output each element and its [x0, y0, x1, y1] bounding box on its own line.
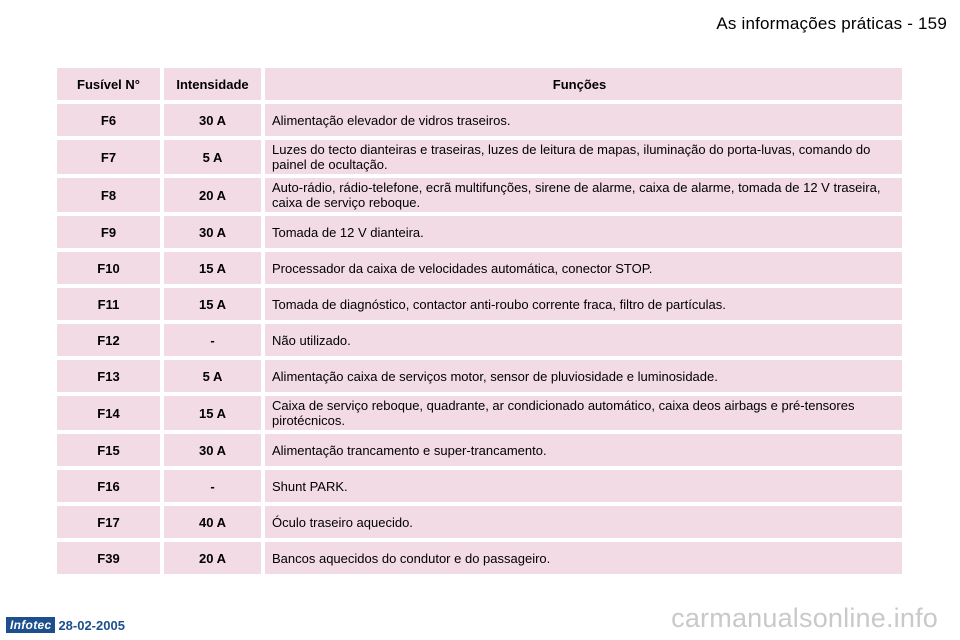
- fuse-function: Alimentação trancamento e super-trancamento.: [265, 434, 902, 466]
- table-row: [57, 104, 902, 136]
- fuse-function: Não utilizado.: [265, 324, 902, 356]
- fuse-intensity: 30 A: [164, 104, 261, 136]
- fuse-number: F6: [57, 104, 160, 136]
- fuse-number: F39: [57, 542, 160, 574]
- table-row: [57, 434, 902, 466]
- infotec-logo: Infotec: [6, 617, 55, 633]
- fuse-function: Shunt PARK.: [265, 470, 902, 502]
- fuse-function: Alimentação caixa de serviços motor, sensor de pluviosidade e luminosidade.: [265, 360, 902, 392]
- watermark: carmanualsonline.info: [671, 603, 938, 633]
- fuse-intensity: 15 A: [164, 252, 261, 284]
- table-row: [57, 252, 902, 284]
- fuse-function: Processador da caixa de velocidades automática, conector STOP.: [265, 252, 902, 284]
- table-row: [57, 288, 902, 320]
- fuse-function: Alimentação elevador de vidros traseiros.: [265, 104, 902, 136]
- table-row: [57, 360, 902, 392]
- fuse-function: Bancos aquecidos do condutor e do passageiro.: [265, 542, 902, 574]
- fuse-intensity: 20 A: [164, 542, 261, 574]
- fuse-function: Óculo traseiro aquecido.: [265, 506, 902, 538]
- header-fuse-number: Fusível N°: [57, 68, 160, 100]
- fuse-number: F12: [57, 324, 160, 356]
- fuse-number: F15: [57, 434, 160, 466]
- fuse-number: F13: [57, 360, 160, 392]
- fuse-intensity: -: [164, 470, 261, 502]
- fuse-function: Luzes do tecto dianteiras e traseiras, luzes de leitura de mapas, iluminação do porta-luvas, comando do painel de ocultação.: [265, 140, 902, 174]
- table-row: [57, 216, 902, 248]
- table-row: [57, 506, 902, 538]
- fuse-function: Caixa de serviço reboque, quadrante, ar condicionado automático, caixa deos airbags e pré-tensores pirotécnicos.: [265, 396, 902, 430]
- fuse-intensity: 20 A: [164, 178, 261, 212]
- fuse-table: [57, 68, 902, 578]
- table-row: [57, 324, 902, 356]
- fuse-intensity: 40 A: [164, 506, 261, 538]
- fuse-intensity: 5 A: [164, 360, 261, 392]
- fuse-intensity: 30 A: [164, 434, 261, 466]
- fuse-number: F11: [57, 288, 160, 320]
- fuse-number: F9: [57, 216, 160, 248]
- fuse-number: F8: [57, 178, 160, 212]
- fuse-intensity: 15 A: [164, 396, 261, 430]
- table-header-row: [57, 68, 902, 100]
- header-intensity: Intensidade: [164, 68, 261, 100]
- fuse-intensity: -: [164, 324, 261, 356]
- table-row: [57, 178, 902, 212]
- table-row: [57, 542, 902, 574]
- fuse-number: F10: [57, 252, 160, 284]
- footer-badge: [6, 617, 125, 633]
- fuse-number: F7: [57, 140, 160, 174]
- fuse-function: Tomada de 12 V dianteira.: [265, 216, 902, 248]
- page-header: As informações práticas - 159: [716, 14, 947, 33]
- table-row: [57, 140, 902, 174]
- fuse-function: Auto-rádio, rádio-telefone, ecrã multifunções, sirene de alarme, caixa de alarme, tomada de 12 V traseira, caixa de serviço reboque.: [265, 178, 902, 212]
- fuse-intensity: 5 A: [164, 140, 261, 174]
- fuse-number: F16: [57, 470, 160, 502]
- fuse-intensity: 15 A: [164, 288, 261, 320]
- header-functions: Funções: [265, 68, 902, 100]
- fuse-function: Tomada de diagnóstico, contactor anti-roubo corrente fraca, filtro de partículas.: [265, 288, 902, 320]
- table-row: [57, 470, 902, 502]
- fuse-intensity: 30 A: [164, 216, 261, 248]
- table-row: [57, 396, 902, 430]
- fuse-number: F14: [57, 396, 160, 430]
- print-date: 28-02-2005: [58, 617, 125, 633]
- fuse-number: F17: [57, 506, 160, 538]
